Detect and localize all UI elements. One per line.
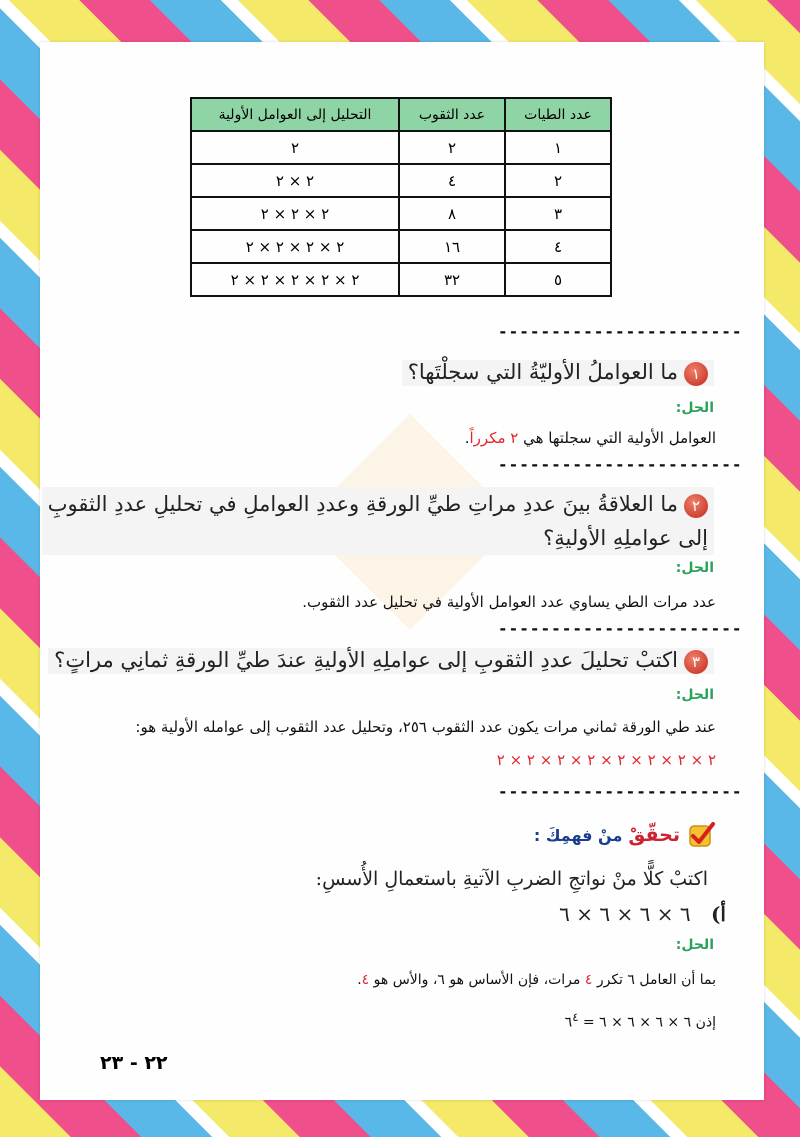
check-understanding-header (534, 820, 716, 850)
question-number-badge: ١ (684, 362, 708, 386)
exercise-expression: ٦ × ٦ × ٦ × ٦ (559, 902, 691, 926)
table-cell: ٢ (191, 131, 399, 164)
table-row (191, 263, 611, 296)
question-number-badge: ٣ (684, 650, 708, 674)
table-cell: ٢ (505, 164, 611, 197)
header-factorization: التحليل إلى العوامل الأولية (191, 98, 399, 131)
table-cell: ٣٢ (399, 263, 505, 296)
separator: ----------------------- (498, 322, 743, 341)
table-header-row (191, 98, 611, 131)
answer-highlight: ٤ (361, 972, 370, 988)
answer-text: العوامل الأولية التي سجلتها هي (518, 429, 716, 447)
exercise-label: أ) (710, 902, 726, 926)
table-row (191, 230, 611, 263)
answer-3: عند طي الورقة ثماني مرات يكون عدد الثقوب ٢٥٦، وتحليل عدد الثقوب إلى عوامله الأولية هو: (135, 718, 716, 736)
solution-label: الحل: (675, 400, 714, 416)
checkmark-icon (686, 820, 716, 850)
table-cell: ١ (505, 131, 611, 164)
answer-text: بما أن العامل ٦ تكرر (596, 972, 716, 988)
answer-text: . (357, 972, 362, 988)
table-row (191, 164, 611, 197)
separator: ----------------------- (498, 782, 743, 801)
exponent: ٤ (572, 1010, 579, 1024)
solution-label: الحل: (675, 687, 714, 703)
table-cell: ٥ (505, 263, 611, 296)
answer-text: إذن ٦ × ٦ × ٦ × ٦ = ٦ (564, 1014, 716, 1031)
question-2 (42, 487, 714, 555)
table-cell: ٢ × ٢ (191, 164, 399, 197)
solution-label: الحل: (675, 560, 714, 576)
question-text: إلى عواملِهِ الأوليةِ؟ (543, 526, 708, 550)
answer-text: . (464, 429, 470, 447)
separator: ----------------------- (498, 455, 743, 474)
table-cell: ٣ (505, 197, 611, 230)
answer-3-factors: ٢ × ٢ × ٢ × ٢ × ٢ × ٢ × ٢ × ٢ (496, 751, 716, 769)
table-cell: ٢ × ٢ × ٢ × ٢ × ٢ (191, 263, 399, 296)
question-3 (48, 648, 714, 674)
table-cell: ٤ (399, 164, 505, 197)
answer-text: مرات، فإن الأساس هو ٦، والأس هو (373, 972, 581, 988)
question-1 (402, 360, 714, 386)
question-text: ما العواملُ الأوليّةُ التي سجلْتَها؟ (407, 360, 678, 384)
table-cell: ٢ × ٢ × ٢ (191, 197, 399, 230)
page-numbers: ٢٢ - ٢٣ (100, 1052, 168, 1074)
header-folds: عدد الطيات (505, 98, 611, 131)
table-row (191, 197, 611, 230)
exercise-item-a (553, 902, 732, 926)
answer-highlight: ٢ مكرراً (469, 429, 519, 447)
table-cell: ٢ (399, 131, 505, 164)
question-text: ما العلاقةُ بينَ عددِ مراتِ طيِّ الورقةِ وعددِ العواملِ في تحليلِ عددِ الثقوبِ (47, 492, 678, 516)
exercise-instruction: اكتبْ كلًّا منْ نواتجِ الضربِ الآتيةِ باستعمالِ الأُسسِ: (315, 868, 708, 890)
table-cell: ٨ (399, 197, 505, 230)
table-cell: ١٦ (399, 230, 505, 263)
check-title: تحقّقْ (628, 824, 680, 846)
separator: ----------------------- (498, 619, 743, 638)
header-holes: عدد الثقوب (399, 98, 505, 131)
table-cell: ٢ × ٢ × ٢ × ٢ (191, 230, 399, 263)
answer-1 (465, 429, 716, 447)
question-text: اكتبْ تحليلَ عددِ الثقوبِ إلى عواملِهِ الأوليةِ عندَ طيِّ الورقةِ ثمانِي مراتٍ؟ (54, 648, 678, 672)
exercise-answer-line2 (565, 1010, 716, 1031)
solution-label: الحل: (675, 937, 714, 953)
check-subtitle: منْ فهمِكَ : (533, 825, 623, 845)
exercise-answer-line1 (357, 972, 716, 988)
question-number-badge: ٢ (684, 494, 708, 518)
table-cell: ٤ (505, 230, 611, 263)
worksheet-page (40, 42, 764, 1100)
factorization-table (190, 97, 612, 297)
answer-highlight: ٤ (584, 972, 593, 988)
table-row (191, 131, 611, 164)
answer-2: عدد مرات الطي يساوي عدد العوامل الأولية في تحليل عدد الثقوب. (302, 593, 716, 611)
